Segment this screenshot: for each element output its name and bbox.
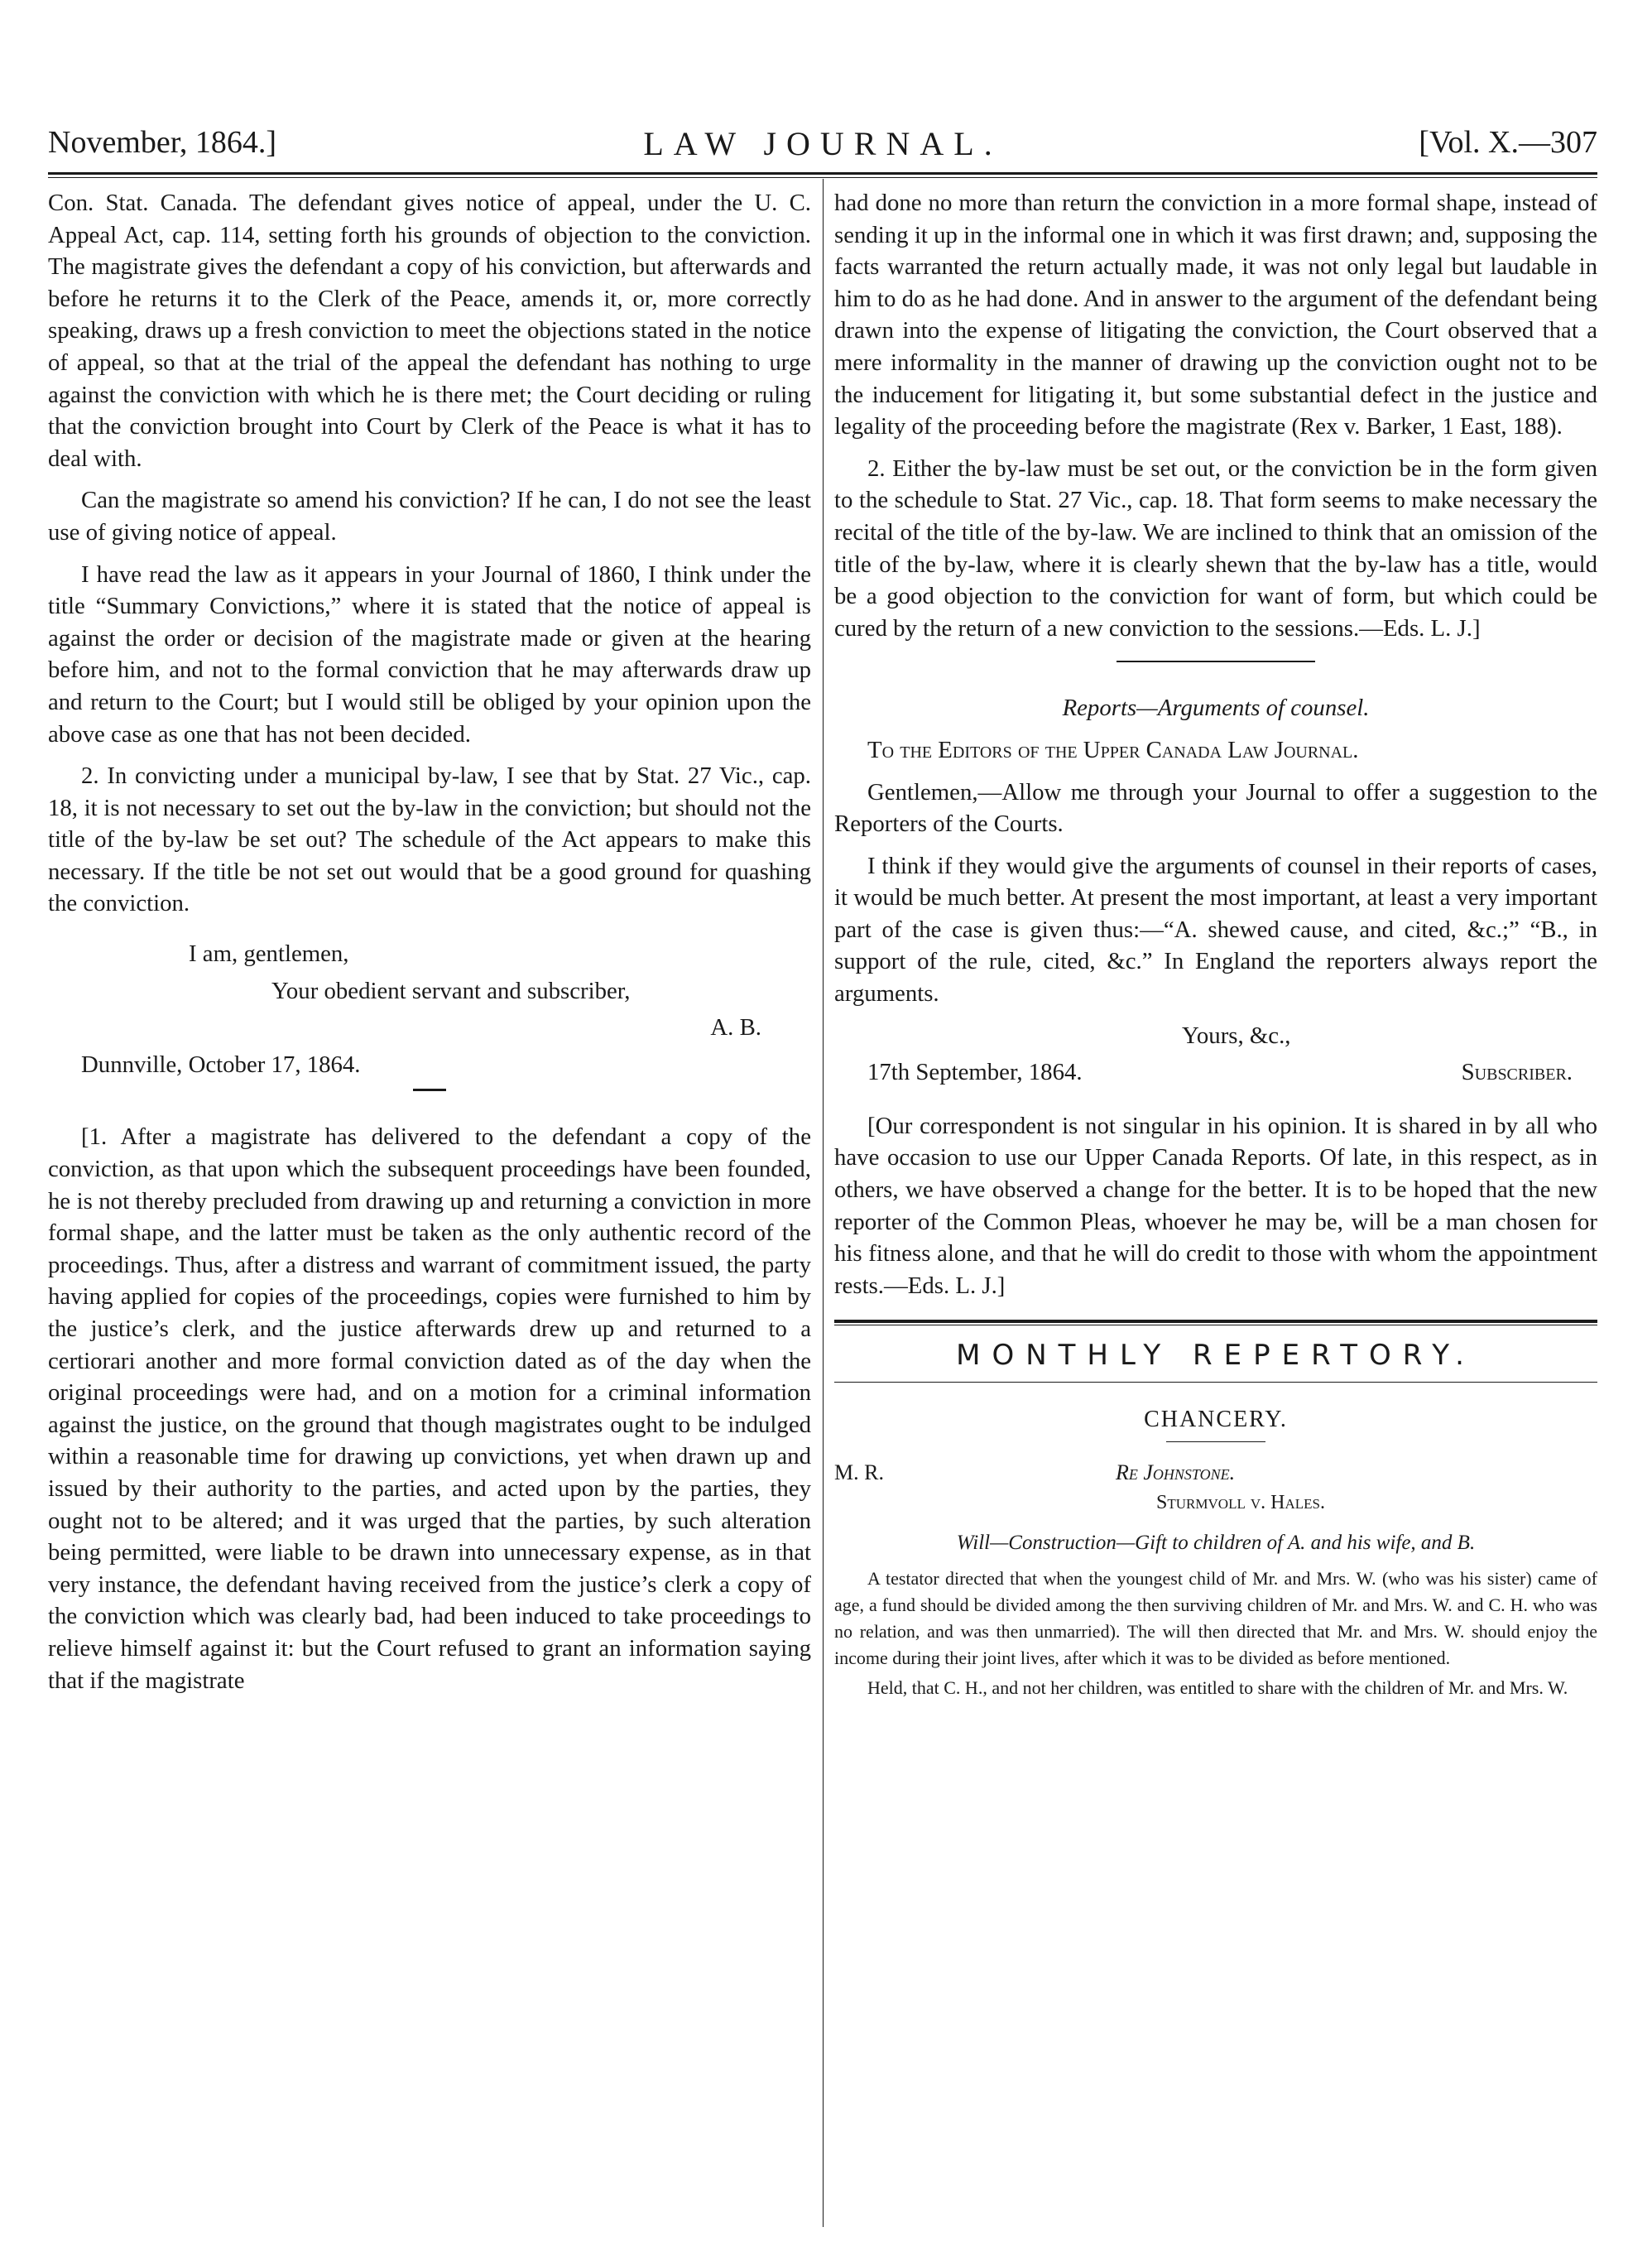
- header-volume: [Vol. X.—307: [1419, 125, 1597, 160]
- case-name-2: Sturmvoll v. Hales.: [1156, 1492, 1325, 1513]
- case-summary: A testator directed that when the youngest child of Mr. and Mrs. W. (who was his sister) came of age, a fund should be divided among the then surviving children of Mr. and Mrs. W. and C. H. who was no relation, and was then unmarried). The will then directed that Mr. and Mrs. W. should enjoy the income during their joint lives, after which it was to be divided as before mentioned.: [834, 1568, 1597, 1669]
- header-rule: [48, 172, 1597, 175]
- journal-page: [48, 124, 1597, 2227]
- left-column: [48, 187, 811, 2227]
- section-divider: [413, 1089, 446, 1091]
- header-rule-thin: [48, 177, 1597, 178]
- editor-reply-1: [1. After a magistrate has delivered to the defendant a copy of the conviction, as that upon which the subsequent proceedings have been founded, he is not thereby precluded from drawing up and returning a conviction in more formal shape, and the latter must be taken as the only authentic record of the proceedings. Thus, after a distress and warrant of commitment issued, the party having applied for copies of the proceedings, copies were furnished to him by the justice’s clerk, and the justice afterwards drew up and returned to a certiorari another and more formal conviction dated as of the day when the original proceedings were had, and on a motion for a criminal information against the justice, on the ground that though magistrates ought to be indulged within a reasonable time for drawing up convictions, yet when drawn up and issued by their authority to the parties, and acted upon by the parties, they ought not to be altered; and it was urged that the parties, by such alteration being permitted, were liable to be drawn into unnecessary expense, as in that very instance, the defendant having received from the justice’s clerk a copy of the conviction which was clearly bad, had been induced to take proceedings to relieve himself against it: but the Court refused to grant an information saying that if the magistrate: [48, 1123, 811, 1694]
- section-divider-2: [1117, 661, 1315, 662]
- letter-dateline: Dunnville, October 17, 1864.: [81, 1051, 361, 1078]
- left-paragraph-4: 2. In convicting under a municipal by-law, I see that by Stat. 27 Vic., cap. 18, it is not necessary to set out the by-law in the conviction; but should not the title of the by-law be set out? The schedule of the Act appears to make this necessary. If the title be not set out would that be a good ground for quashing the conviction.: [48, 762, 811, 917]
- letter-2-date: 17th September, 1864.: [867, 1059, 1083, 1086]
- section-title: MONTHLY REPERTORY.: [956, 1339, 1476, 1373]
- letter-signature-line: Your obedient servant and subscriber,: [271, 977, 631, 1004]
- letter-addressee: To the Editors of the Upper Canada Law Journal.: [867, 736, 1359, 763]
- court-abbrev: M. R.: [834, 1460, 884, 1484]
- editor-reply-2: [Our correspondent is not singular in his opinion. It is shared in by all who have occasion to use our Upper Canada Reports. Of late, in this respect, as in others, we have observed a change for the better. It is to be hoped that the new reporter of the Common Pleas, whoever he may be, will be a man chosen for his fitness alone, and that he will do credit to those with whom the appointment rests.—Eds. L. J.]: [834, 1112, 1597, 1299]
- right-paragraph-1: had done no more than return the conviction in a more formal shape, instead of sending it up in the informal one in which it was first drawn; and, supposing the facts warranted the return actually made, it was not only legal but laudable in him to do as he had done. And in answer to the argument of the defendant being drawn into the expense of litigating the conviction, the Court observed that a mere informality in the manner of drawing up the conviction ought not to be the inducement for litigating it, but some substantial defect in the justice and legality of the proceeding before the magistrate (Rex v. Barker, 1 East, 188).: [834, 190, 1597, 440]
- letter-signature-initials: A. B.: [710, 1014, 761, 1041]
- case-catchline: Will—Construction—Gift to children of A. and his wife, and B.: [956, 1531, 1476, 1554]
- left-paragraph-3: I have read the law as it appears in your Journal of 1860, I think under the title “Summary Convictions,” where it is stated that the notice of appeal is against the order or decision of the magistrate made or given at the hearing before him, and not to the formal conviction that he may afterwards draw up and return to the Court; but I would still be obliged by your opinion upon the above case as one that has not been decided.: [48, 560, 811, 748]
- letter-2-signature: Subscriber.: [1461, 1059, 1573, 1086]
- repertory-rule-bottom: [834, 1382, 1597, 1383]
- letter-2-footer: [834, 1056, 1597, 1089]
- court-heading: CHANCERY.: [1144, 1407, 1288, 1433]
- column-divider: [823, 179, 824, 2227]
- case-row: [834, 1457, 1597, 1487]
- right-paragraph-2: 2. Either the by-law must be set out, or the conviction be in the form given to the schedule to Stat. 27 Vic., cap. 18. That form seems to make necessary the recital of the title of the by-law. We are inclined to think that an omission of the title of the by-law, where it is clearly shewn that the by-law has a title, would be a good objection to the conviction for want of form, but which could be cured by the return of a new conviction to the sessions.—Eds. L. J.]: [834, 455, 1597, 642]
- left-paragraph-2: Can the magistrate so amend his conviction? If he can, I do not see the least use of giving notice of appeal.: [48, 487, 811, 546]
- case-holding: Held, that C. H., and not her children, was entitled to share with the children of Mr. and Mrs. W.: [867, 1677, 1568, 1699]
- letter-2-closing: Yours, &c.,: [1182, 1022, 1291, 1049]
- repertory-rule: [834, 1320, 1597, 1323]
- left-paragraph-1: Con. Stat. Canada. The defendant gives notice of appeal, under the U. C. Appeal Act, cap. 114, setting forth his grounds of objection to the conviction. The magistrate gives the defendant a copy of his conviction, but afterwards and before he returns it to the Clerk of the Peace, amends it, or, more correctly speaking, draws up a fresh conviction to meet the objections stated in the notice of appeal, so that at the trial of the appeal the defendant has nothing to urge against the conviction with which he is there met; the Court deciding or ruling that the conviction brought into Court by Clerk of the Peace is what it has to deal with.: [48, 190, 811, 472]
- page-header: [48, 124, 1597, 174]
- right-column: [834, 187, 1597, 2227]
- letter-closing: I am, gentlemen,: [189, 940, 349, 968]
- letter-heading: Reports—Arguments of counsel.: [1062, 695, 1370, 722]
- letter-2-paragraph-1: Gentlemen,—Allow me through your Journal to offer a suggestion to the Reporters of the Courts.: [834, 778, 1597, 838]
- header-date: November, 1864.]: [48, 125, 277, 160]
- header-title: LAW JOURNAL.: [643, 125, 1002, 162]
- court-heading-rule: [1166, 1441, 1265, 1442]
- case-name: Re Johnstone.: [1116, 1460, 1236, 1484]
- letter-2-paragraph-2: I think if they would give the arguments of counsel in their reports of cases, it would be much better. At present the most important, at least a very important part of the case is given thus:—“A. shewed cause, and cited, &c.;” “B., in support of the rule, cited, &c.” In England the reporters always report the arguments.: [834, 852, 1597, 1008]
